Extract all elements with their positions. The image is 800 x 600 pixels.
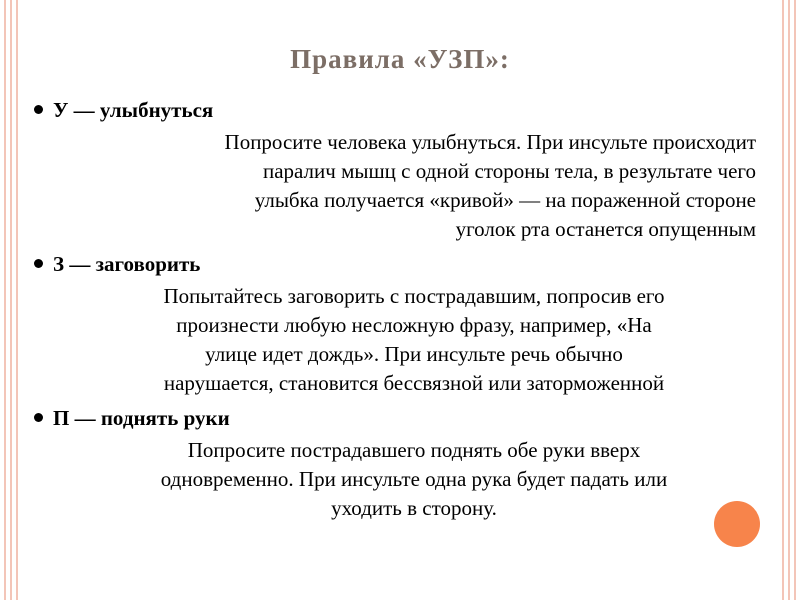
bullet-item-speak: [34, 252, 764, 282]
bullet-heading: П — поднять руки: [53, 406, 230, 430]
bullet-item-raise-hands: [34, 406, 764, 436]
description-line: улице идет дождь». При инсульте речь обычно: [205, 342, 623, 366]
description-line: одновременно. При инсульте одна рука будет падать или: [160, 467, 668, 491]
description-line: Попытайтесь заговорить с пострадавшим, попросив его: [163, 284, 665, 308]
slide-title: Правила «УЗП»:: [290, 44, 510, 74]
description-line: паралич мышц с одной стороны тела, в результате чего: [262, 159, 756, 183]
bullet-dot-icon: [34, 413, 43, 422]
description-line: Попросите пострадавшего поднять обе руки вверх: [187, 438, 641, 462]
description-line: уходить в сторону.: [331, 496, 497, 520]
bullet-description: [34, 282, 764, 398]
bullet-description: [34, 128, 764, 244]
description-line: произнести любую несложную фразу, например, «На: [176, 313, 652, 337]
left-decorative-border: [4, 0, 18, 600]
right-decorative-border: [782, 0, 796, 600]
bullet-heading: З — заговорить: [53, 252, 201, 276]
bullet-dot-icon: [34, 259, 43, 268]
description-line: уголок рта останется опущенным: [455, 217, 756, 241]
slide-content: [34, 90, 764, 525]
decorative-orange-circle: [714, 501, 760, 547]
bullet-heading: У — улыбнуться: [53, 98, 214, 122]
description-line: Попросите человека улыбнуться. При инсульте происходит: [224, 130, 756, 154]
bullet-item-smile: [34, 98, 764, 128]
bullet-dot-icon: [34, 105, 43, 114]
description-line: улыбка получается «кривой» — на пораженной стороне: [254, 188, 756, 212]
bullet-description: [34, 436, 764, 523]
description-line: нарушается, становится бессвязной или заторможенной: [163, 371, 665, 395]
